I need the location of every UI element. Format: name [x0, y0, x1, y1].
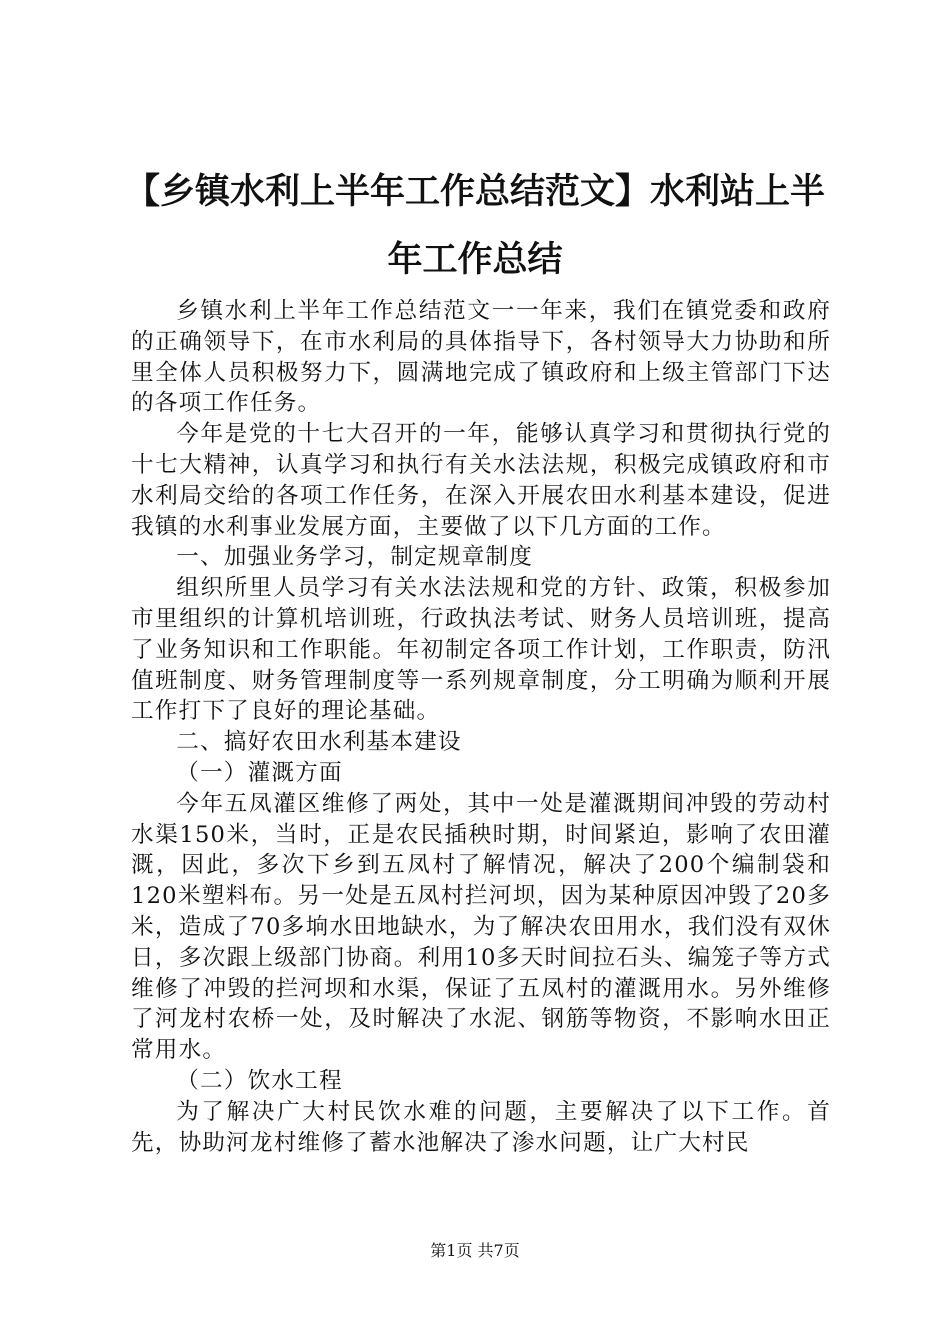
paragraph-study: 组织所里人员学习有关水法法规和党的方针、政策，积极参加市里组织的计算机培训班，行政执法考试、财务人员培训班，提高了业务知识和工作职能。年初制定各项工作计划，工作职责，防汛值班制度、财务管理制度等一系列规章制度，分工明确为顺利开展工作打下了良好的理论基础。 [131, 575, 831, 725]
paragraph-intro: 乡镇水利上半年工作总结范文一一年来，我们在镇党委和政府的正确领导下，在市水利局的具体指导下，各村领导大力协助和所里全体人员积极努力下，圆满地完成了镇政府和上级主管部门下达的各项工作任务。 [131, 298, 831, 417]
section-heading-1: 一、加强业务学习，制定规章制度 [176, 544, 534, 571]
subsection-heading-irrigation: （一）灌溉方面 [176, 759, 343, 786]
paragraph-overview: 今年是党的十七大召开的一年，能够认真学习和贯彻执行党的十七大精神，认真学习和执行有关水法法规，积极完成镇政府和市水利局交给的各项工作任务，在深入开展农田水利基本建设，促进我镇的水利事业发展方面，主要做了以下几方面的工作。 [131, 421, 831, 540]
paragraph-irrigation: 今年五凤灌区维修了两处，其中一处是灌溉期间冲毁的劳动村水渠150米，当时，正是农民插秧时期，时间紧迫，影响了农田灌溉，因此，多次下乡到五凤村了解情况，解决了200个编制袋和120米塑料布。另一处是五凤村拦河坝，因为某种原因冲毁了20多米，造成了70多垧水田地缺水，为了解决农田用水，我们没有双休日，多次跟上级部门协商。利用10多天时间拉石头、编笼子等方式维修了冲毁的拦河坝和水渠，保证了五凤村的灌溉用水。另外维修了河龙村农桥一处，及时解决了水泥、钢筋等物资，不影响水田正常用水。 [131, 790, 831, 1064]
section-heading-2: 二、搞好农田水利基本建设 [176, 729, 462, 756]
subsection-heading-water: （二）饮水工程 [176, 1067, 343, 1094]
page-footer: 第1页 共7页 [430, 1241, 520, 1260]
document-title: 【乡镇水利上半年工作总结范文】水利站上半年工作总结 [124, 172, 825, 280]
document-body [131, 296, 831, 1158]
paragraph-water: 为了解决广大村民饮水难的问题，主要解决了以下工作。首先，协助河龙村维修了蓄水池解决了渗水问题，让广大村民 [131, 1098, 831, 1156]
